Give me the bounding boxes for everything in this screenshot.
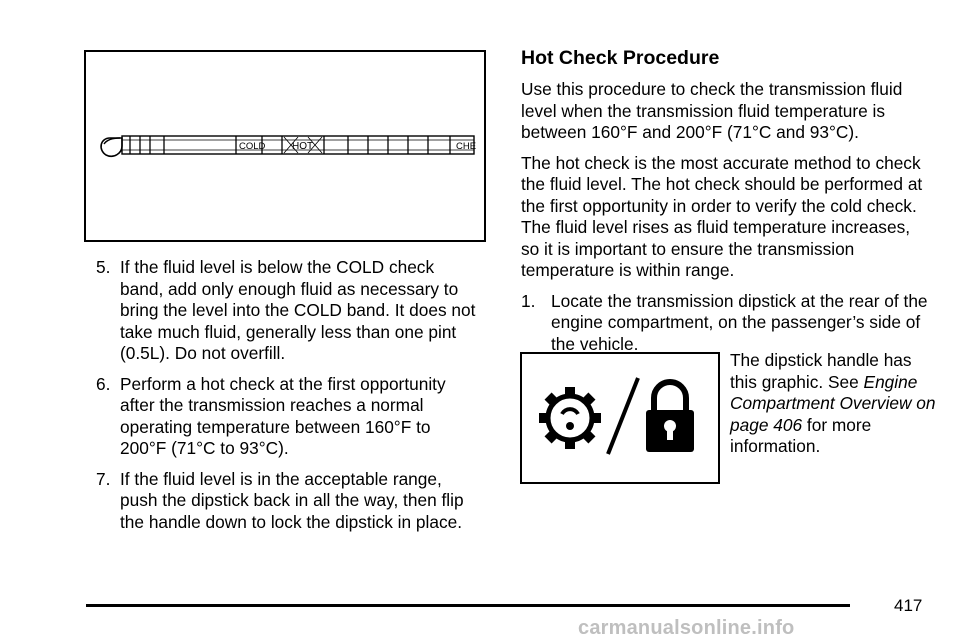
footer-rule <box>86 604 850 607</box>
gear-lock-emblem <box>522 354 718 482</box>
hot-mark-label: HOT <box>292 141 314 152</box>
cold-mark-label: COLD <box>239 141 266 152</box>
section-paragraph-2: The hot check is the most accurate method to check the fluid level. The hot check should be performed at the first opportunity in order to verify the cold check. The fluid level rises as fluid temperature increases, so it is important to ensure the transmission temperature is within range. <box>521 152 923 280</box>
step-text: Perform a hot check at the first opportunity after the transmission reaches a normal operating temperature between 160°F to 200°F (71°C to 93°C). <box>120 373 446 458</box>
list-item <box>96 374 476 460</box>
note-tail-text: for more information. <box>730 414 872 456</box>
dipstick-illustration <box>86 52 484 240</box>
dipstick-hatch-marks <box>130 136 450 154</box>
section-body <box>521 79 931 355</box>
step-text: If the fluid level is below the COLD check band, add only enough fluid as necessary to bring the level into the COLD band. It does not take much fluid, generally less than one pint (0.5L). Do not overfill. <box>120 257 476 363</box>
list-item <box>521 291 931 356</box>
step-text: Locate the transmission dipstick at the rear of the engine compartment, on the passenger’s side of the vehicle. <box>551 290 928 354</box>
slash-divider <box>608 378 638 454</box>
page-number: 417 <box>894 596 923 615</box>
graphic-note <box>730 350 940 458</box>
step-number: 6. <box>96 373 111 394</box>
step-number: 1. <box>521 290 536 311</box>
step-number: 5. <box>96 257 111 277</box>
cross-reference-link[interactable]: Engine Compartment Overview on page 406 <box>730 371 936 435</box>
step-text: If the fluid level is in the acceptable range, push the dipstick back in all the way, then flip the handle down to lock the dipstick in place. <box>120 468 464 532</box>
section-paragraph-1: Use this procedure to check the transmission fluid level when the transmission fluid temperature is between 160°F and 200°F (71°C and 93°C). <box>521 79 903 142</box>
che-mark-label: CHE <box>456 141 477 152</box>
list-item <box>96 469 476 534</box>
dipstick-figure <box>84 50 486 242</box>
left-step-list <box>96 257 476 542</box>
step-number: 7. <box>96 468 111 489</box>
dipstick-handle <box>101 138 122 156</box>
list-item <box>96 257 476 365</box>
dipstick-handle-graphic <box>520 352 720 484</box>
note-lead-text: The dipstick handle has this graphic. See <box>730 350 912 392</box>
section-heading: Hot Check Procedure <box>521 47 720 69</box>
gear-icon <box>539 387 601 449</box>
lock-icon <box>646 382 694 452</box>
watermark: carmanualsonline.info <box>578 617 795 639</box>
